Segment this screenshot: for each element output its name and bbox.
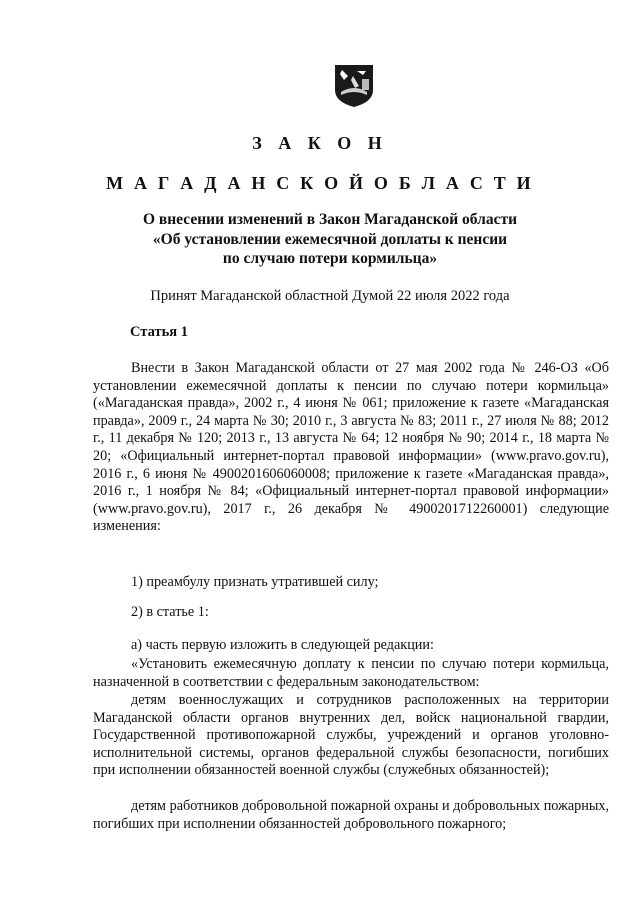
adoption-note: Принят Магаданской областной Думой 22 июля 2022 года [150, 288, 510, 304]
list-item-1: 1) преамбулу признать утратившей силу; [131, 574, 379, 590]
list-item-a: а) часть первую изложить в следующей редакции: [131, 637, 434, 653]
issuer-title: М А Г А Д А Н С К О Й О Б Л А С Т И [106, 173, 534, 193]
quote-paragraph-1: «Установить ежемесячную доплату к пенсии по случаю потери кормильца, назначенной в соответствии с федеральным законодательством: [93, 656, 609, 690]
quote-paragraph-3: детям работников добровольной пожарной охраны и добровольных пожарных, погибших при исполнении обязанностей добровольного пожарного; [93, 798, 609, 832]
document-type-title: З А К О Н [252, 133, 388, 153]
article-heading: Статья 1 [130, 324, 188, 340]
law-subtitle [80, 210, 580, 269]
quote-paragraph-2: детям военнослужащих и сотрудников расположенных на территории Магаданской области органов внутренних дел, войск национальной гвардии, Государственной противопожарной службы, учреждений и органов уголовно-исполнительной системы, органов федеральной службы безопасности, погибших при исполнении обязанностей военной службы (служебных обязанностей); [93, 692, 609, 779]
intro-paragraph: Внести в Закон Магаданской области от 27 мая 2002 года № 246-ОЗ «Об установлении ежемесячной доплаты к пенсии по случаю потери кормильца» («Магаданская правда», 2002 г., 4 июня № 061; приложение к газете «Магаданская правда», 2009 г., 24 марта № 30; 2010 г., 3 августа № 83; 2011 г., 27 июля № 88; 2012 г., 11 декабря № 120; 2013 г., 13 августа № 64; 12 ноября № 90; 2014 г., 18 марта № 20; «Официальный интернет-портал правовой информации» (www.pravo.gov.ru), 2016 г., 6 июня № 4900201606060008; приложение к газете «Магаданская правда», 2016 г., 1 ноября № 84; «Официальный интернет-портал правовой информации» (www.pravo.gov.ru), 2017 г., 26 декабря № 4900201712260001) следующие изменения: [93, 360, 609, 535]
subtitle-line-3: по случаю потери кормильца» [222, 250, 438, 267]
subtitle-line-2: «Об установлении ежемесячной доплаты к пенсии [152, 230, 508, 248]
list-item-2: 2) в статье 1: [131, 604, 209, 620]
subtitle-line-1: О внесении изменений в Закон Магаданской области [142, 211, 518, 228]
coat-of-arms-icon [333, 62, 375, 108]
